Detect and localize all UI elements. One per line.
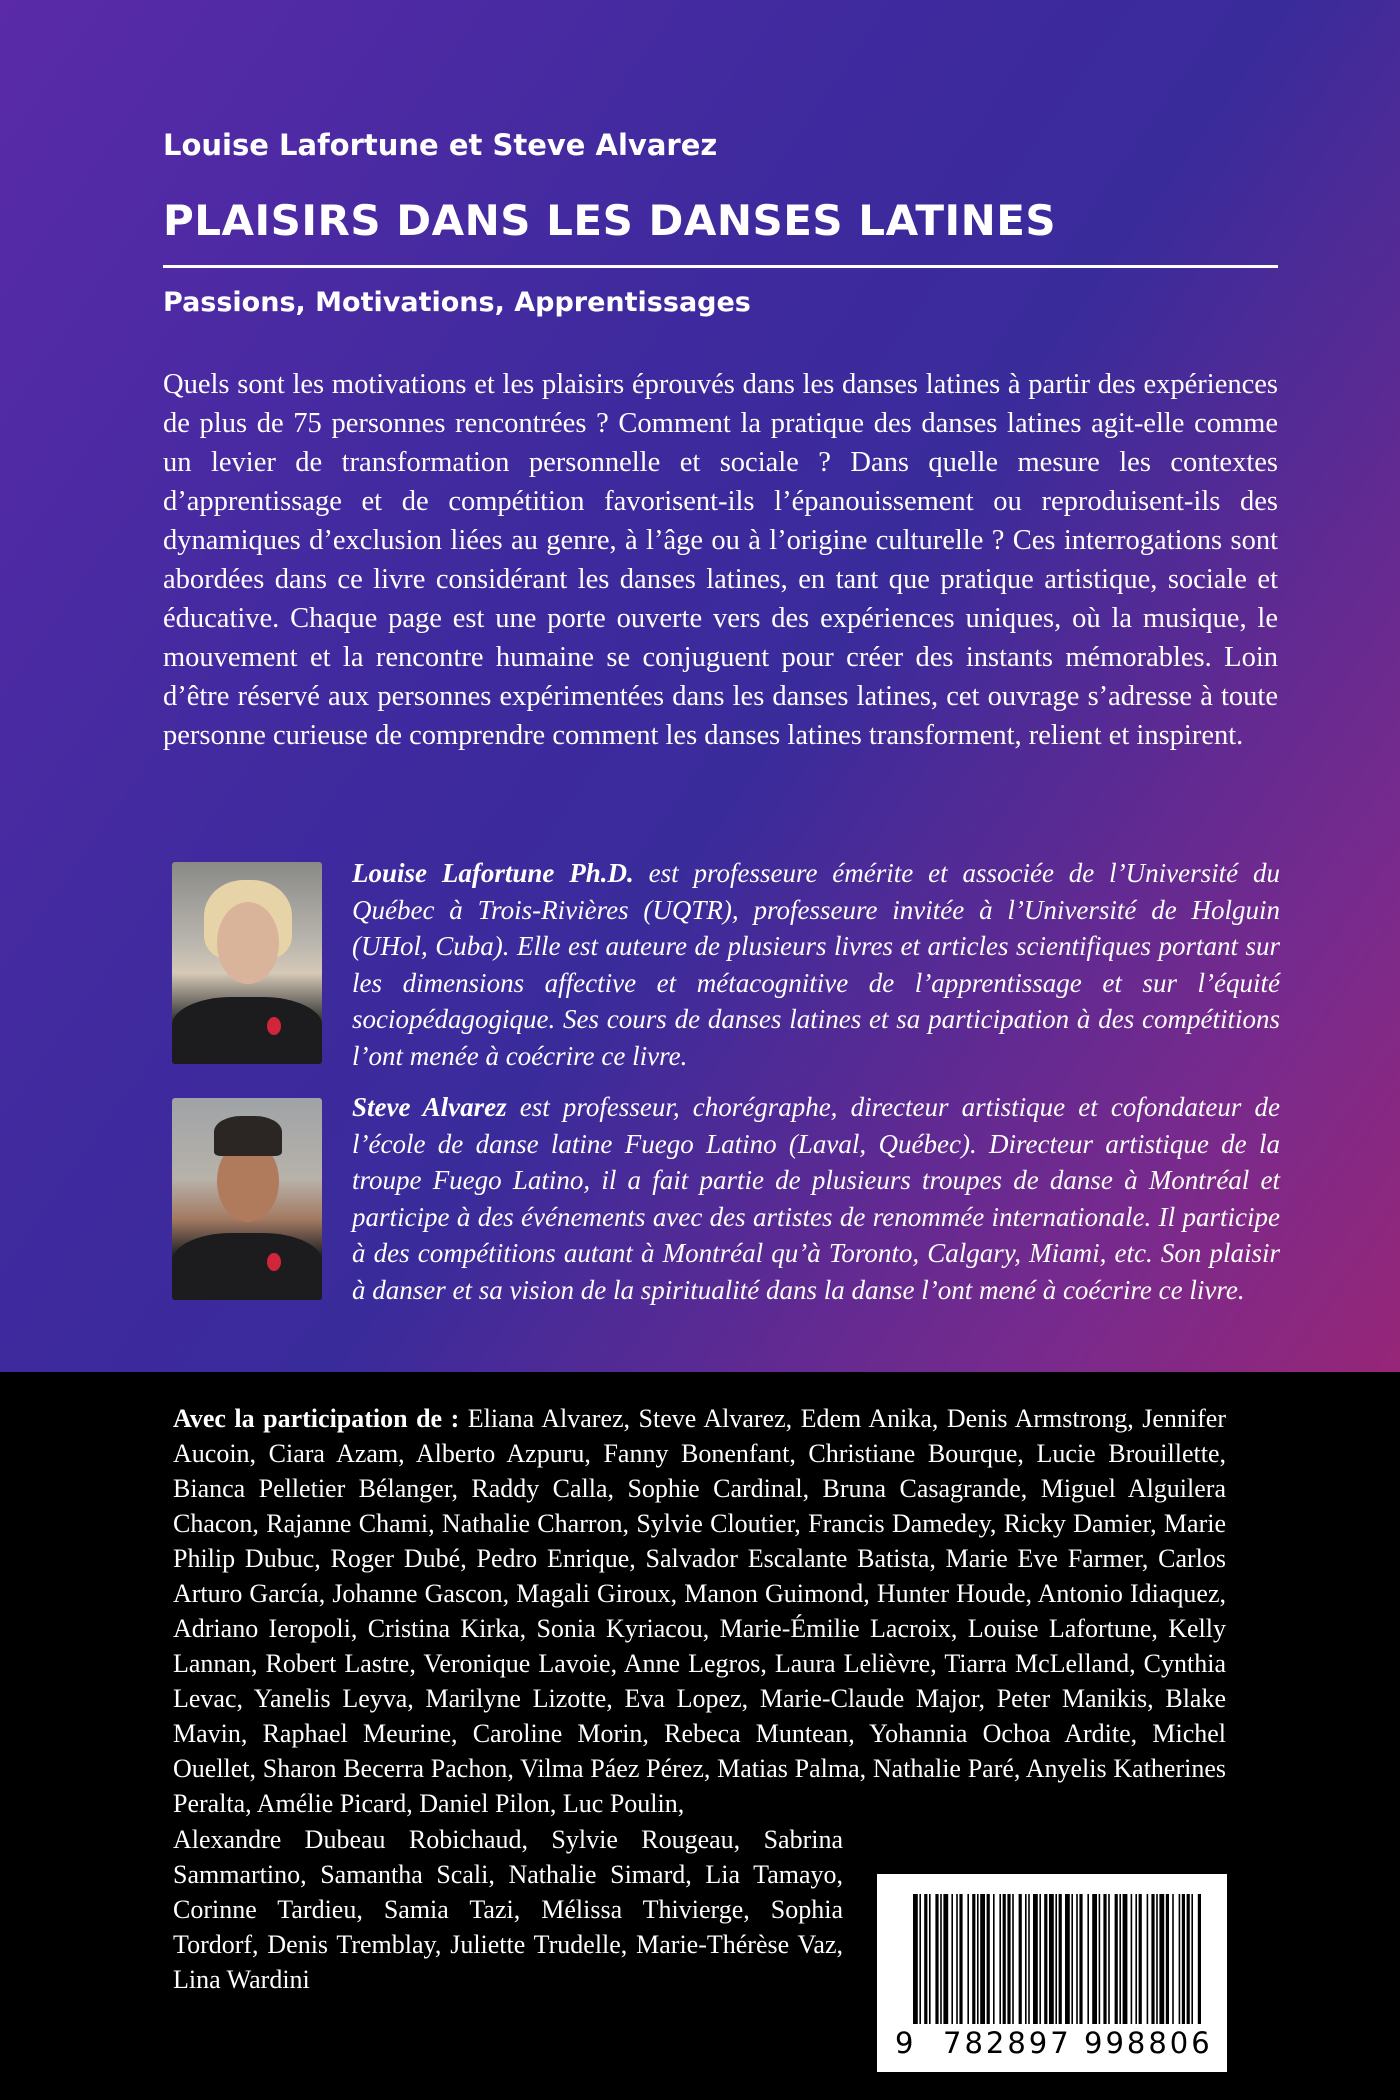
bio-text-louise: est professeure émérite et associée de l’Université du Québec à Trois-Rivières (UQTR), professeure invitée à l’Université de Holguin (UHol, Cuba). Elle est auteure de plusieurs livres et articles scientifiques portant sur les dimensions affective et métacognitive de l’apprentissage et sur l’équité sociopédagogique. Ses cours de danses latines et sa participation à des compétitions l’ont menée à coécrire ce livre. [352,858,1280,1071]
barcode-bar [977,1894,979,2024]
barcode-bar [1135,1894,1137,2024]
barcode-bar [1099,1894,1101,2024]
barcode-bar [1028,1894,1030,2024]
author-name-louise: Louise Lafortune Ph.D. [352,858,634,888]
participants-names: Eliana Alvarez, Steve Alvarez, Edem Anika, Denis Armstrong, Jennifer Aucoin, Ciara Azam, Alberto Azpuru, Fanny Bonenfant, Christiane Bourque, Lucie Brouillette, Bianca Pelletier Bélanger, Raddy Calla, Sophie Cardinal, Bruna Casagrande, Miguel Alguilera Chacon, Rajanne Chami, Nathalie Charron, Sylvie Cloutier, Francis Damedey, Ricky Damier, Marie Philip Dubuc, Roger Dubé, Pedro Enrique, Salvador Escalante Batista, Marie Eve Farmer, Carlos Arturo García, Johanne Gascon, Magali Giroux, Manon Guimond, Hunter Houde, Antonio Idiaquez, Adriano Ieropoli, Cristina Kirka, Sonia Kyriacou, Marie-Émilie Lacroix, Louise Lafortune, Kelly Lannan, Robert Lastre, Veronique Lavoie, Anne Legros, Laura Lelièvre, Tiarra McLelland, Cynthia Levac, Yanelis Leyva, Marilyne Lizotte, Eva Lopez, Marie-Claude Major, Peter Manikis, Blake Mavin, Raphael Meurine, Caroline Morin, Rebeca Muntean, Yohannia Ochoa Ardite, Michel Ouellet, Sharon Becerra Pachon, Vilma Páez Pérez, Matias Palma, Nathalie Paré, Anyelis Katherines Peralta, Amélie Picard, Daniel Pilon, Luc Poulin, [173,1404,1226,1818]
barcode-bar [1187,1894,1190,2024]
barcode-bar [1156,1894,1158,2024]
participants-names-continued: Alexandre Dubeau Robichaud, Sylvie Rougeau, Sabrina Sammartino, Samantha Scali, Nathalie Simard, Lia Tamayo, Corinne Tardieu, Samia Tazi, Mélissa Thivierge, Sophia Tordorf, Denis Tremblay, Juliette Trudelle, Marie-Thérèse Vaz, Lina Wardini [173,1825,843,1994]
barcode-bar [1033,1894,1038,2024]
barcode-bar [1007,1894,1010,2024]
barcode-bar [935,1894,938,2024]
isbn-barcode [877,1874,1227,2072]
barcode-bar [1191,1894,1193,2024]
barcode-bar [951,1894,953,2024]
barcode-bar [1071,1894,1073,2024]
participants-lead: Avec la participation de : [173,1404,460,1433]
barcode-bar [1039,1894,1041,2024]
barcode-bar [980,1894,985,2024]
barcode-bar [1131,1894,1133,2024]
barcode-bar [924,1894,927,2024]
title-divider [163,265,1278,268]
author-photo-steve [172,1098,322,1300]
barcode-bar [1147,1894,1149,2024]
barcode-bar [1108,1894,1110,2024]
barcode-bar [972,1894,975,2024]
bio-text-steve: est professeur, chorégraphe, directeur artistique et cofondateur de l’école de danse latine Fuego Latino (Laval, Québec). Directeur artistique de la troupe Fuego Latino, il a fait partie de plusieurs troupes de danse à Montréal et participe à des événements avec des artistes de renommée internationale. Il participe à des compétitions autant à Montréal qu’à Toronto, Calgary, Miami, etc. Son plaisir à danser et sa vision de la spiritualité dans la danse l’ont mené à coécrire ce livre. [352,1092,1280,1305]
barcode-bar [999,1894,1001,2024]
barcode-bar [1119,1894,1121,2024]
barcode-bar [987,1894,990,2024]
barcode-bar [1087,1894,1089,2024]
barcode-bar [1139,1894,1142,2024]
barcode-digit-first: 9 [895,2026,914,2060]
barcode-bar [940,1894,942,2024]
barcode-bar [1076,1894,1078,2024]
barcode-bar [1115,1894,1118,2024]
author-bio-louise [352,855,1280,1074]
book-subtitle: Passions, Motivations, Apprentissages [163,287,751,318]
barcode-bar [1182,1894,1185,2024]
barcode-bar [1092,1894,1097,2024]
barcode-bar [1079,1894,1082,2024]
barcode-bar [1019,1894,1022,2024]
book-title: PLAISIRS DANS LES DANSES LATINES [163,196,1057,245]
barcode-bar [929,1894,931,2024]
barcode-bar [913,1894,918,2024]
author-bio-steve [352,1089,1280,1308]
barcode-bar [959,1894,962,2024]
barcode-bar [967,1894,969,2024]
barcode-bar [993,1894,995,2024]
participants-list-continued [173,1822,843,1997]
barcode-bar [1059,1894,1062,2024]
barcode-bar [1151,1894,1154,2024]
barcode-bar [1123,1894,1128,2024]
authors-heading: Louise Lafortune et Steve Alvarez [163,128,718,162]
barcode-bar [1179,1894,1181,2024]
barcode-bar [1065,1894,1070,2024]
author-photo-louise [172,862,322,1064]
barcode-bar [1166,1894,1169,2024]
barcode-bar [1044,1894,1047,2024]
barcode-bar [1103,1894,1106,2024]
barcode-bar [1159,1894,1164,2024]
barcode-group-left: 782897 [943,2026,1072,2060]
barcode-bar [943,1894,948,2024]
barcode-bar [1012,1894,1014,2024]
barcode-group-right: 998806 [1084,2026,1213,2060]
barcode-bar [1049,1894,1054,2024]
barcode-bar [1003,1894,1006,2024]
barcode-bar [1198,1894,1201,2024]
barcode-bars [899,1894,1205,2024]
summary-text: Quels sont les motivations et les plaisirs éprouvés dans les danses latines à partir des expériences de plus de 75 personnes rencontrées ? Comment la pratique des danses latines agit-elle comme un levier de transformation personnelle et sociale ? Dans quelle mesure les contextes d’apprentissage et de compétition favorisent-ils l’épanouissement ou reproduisent-ils des dynamiques d’exclusion liées au genre, à l’âge ou à l’origine culturelle ? Ces interrogations sont abordées dans ce livre considérant les danses latines, en tant que pratique artistique, sociale et éducative. Chaque page est une porte ouverte vers des expériences uniques, où la musique, le mouvement et la rencontre humaine se conjuguent pour créer des instants mémorables. Loin d’être réservé aux personnes expérimentées dans les danses latines, cet ouvrage s’adresse à toute personne curieuse de comprendre comment les danses latines transforment, relient et inspirent. [163,369,1278,751]
author-name-steve: Steve Alvarez [352,1092,507,1122]
barcode-bar [1025,1894,1027,2024]
barcode-bar [919,1894,921,2024]
barcode-bar [1055,1894,1057,2024]
barcode-bar [1172,1894,1174,2024]
barcode-bar [956,1894,958,2024]
participants-list [173,1401,1226,1821]
